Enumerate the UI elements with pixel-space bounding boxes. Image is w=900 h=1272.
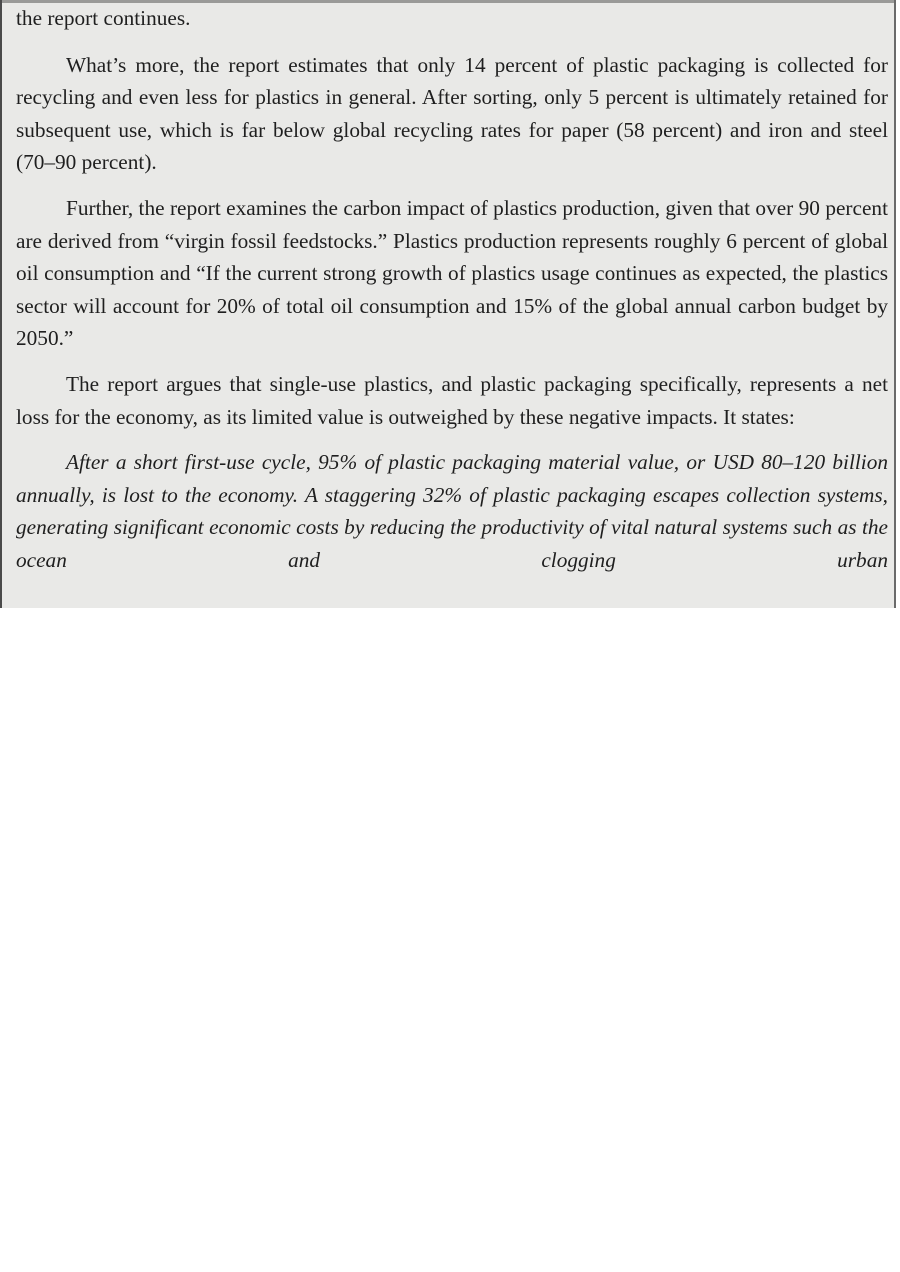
- paragraph-continuation: the report continues.: [16, 6, 191, 30]
- blank-page-area: [0, 608, 900, 1272]
- paragraph-net-loss: The report argues that single-use plastics, and plastic packaging specifically, represents a net loss for the economy, as its limited value is outweighed by these negative impacts. It states:: [16, 371, 888, 429]
- scanned-page: [0, 0, 896, 608]
- paragraph-recycling-rates: What’s more, the report estimates that only 14 percent of plastic packaging is collected for recycling and even less for plastics in general. After sorting, only 5 percent is ultimately retained for subsequent use, which is far below global recycling rates for paper (58 percent) and iron and steel (70–90 percent).: [16, 52, 888, 175]
- article-body: [16, 2, 888, 608]
- block-quote: After a short first-use cycle, 95% of plastic packaging material value, or USD 80–120 billion annually, is lost to the economy. A staggering 32% of plastic packaging escapes collection systems, generating significant economic costs by reducing the productivity of vital natural systems such as the ocean and clogging urban: [16, 450, 888, 572]
- paragraph-carbon-impact: Further, the report examines the carbon impact of plastics production, given that over 90 percent are derived from “virgin fossil feedstocks.” Plastics production represents roughly 6 percent of global oil consumption and “If the current strong growth of plastics usage continues as expected, the plastics sector will account for 20% of total oil consumption and 15% of the global annual carbon budget by 2050.”: [16, 195, 888, 351]
